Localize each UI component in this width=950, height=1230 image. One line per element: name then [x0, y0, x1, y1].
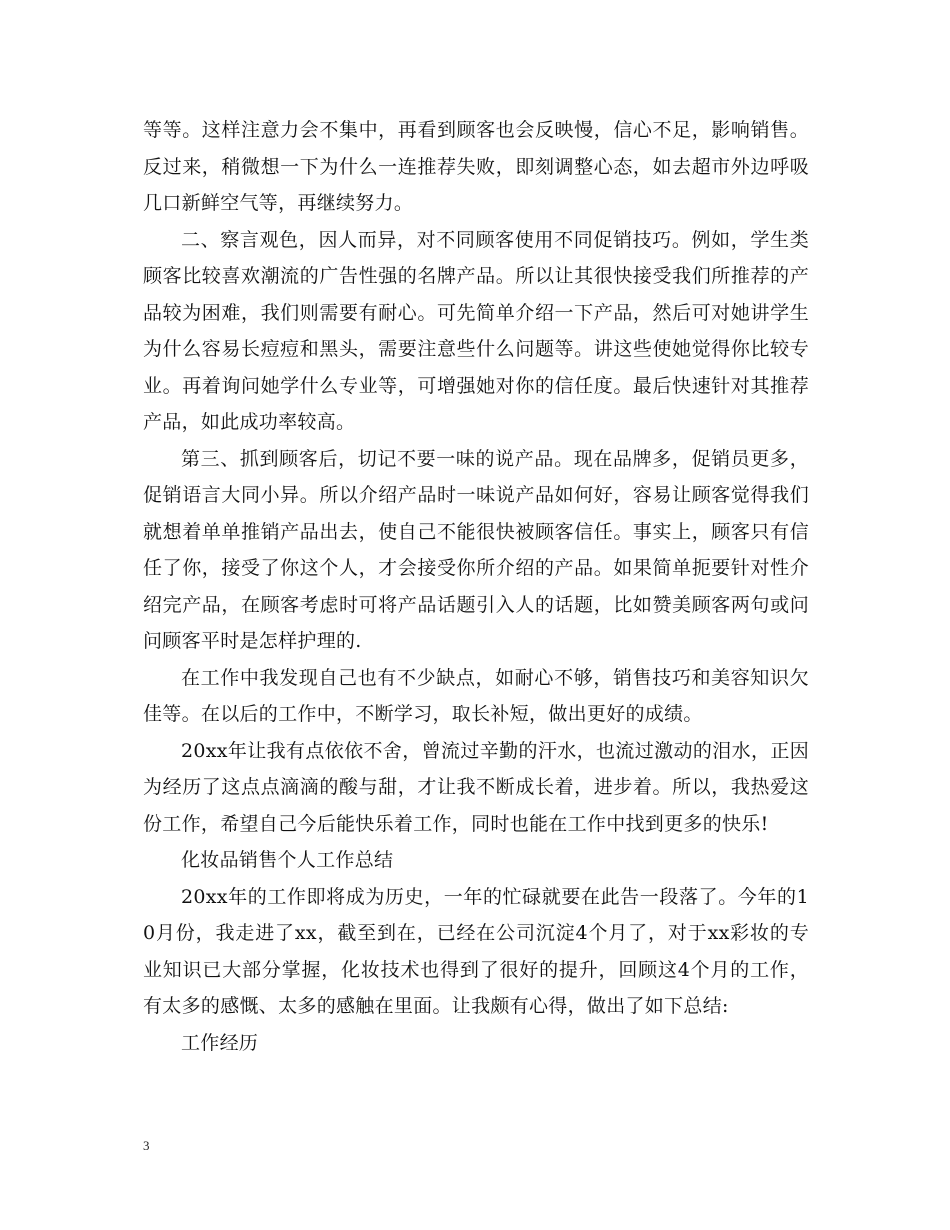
paragraph-third-point: 第三、抓到顾客后，切记不要一味的说产品。现在品牌多，促销员更多，促销语言大同小异。所以介绍产品时一味说产品如何好，容易让顾客觉得我们就想着单单推销产品出去，使自己不能很快被顾客信任。事实上，顾客只有信任了你，接受了你这个人，才会接受你所介绍的产品。如果简单扼要针对性介绍完产品，在顾客考虑时可将产品话题引入人的话题，比如赞美顾客两句或问问顾客平时是怎样护理的. — [143, 447, 809, 652]
document-body — [143, 112, 809, 1061]
section-heading-work-experience: 工作经历 — [181, 1031, 259, 1054]
paragraph-summary-intro: 20xx年的工作即将成为历史，一年的忙碌就要在此告一段落了。今年的10月份，我走进了xx，截至到在，已经在公司沉淀4个月了，对于xx彩妆的专业知识已大部分掌握，化妆技术也得到了很好的提升，回顾这4个月的工作，有太多的感慨、太多的感触在里面。让我颇有心得，做出了如下总结: — [143, 885, 809, 1017]
paragraph-observe-customers: 二、察言观色，因人而异，对不同顾客使用不同促销技巧。例如，学生类顾客比较喜欢潮流的广告性强的名牌产品。所以让其很快接受我们所推荐的产品较为困难，我们则需要有耐心。可先简单介绍一下产品，然后可对她讲学生为什么容易长痘痘和黑头，需要注意些什么问题等。讲这些使她觉得你比较专业。再着询问她学什么专业等，可增强她对你的信任度。最后快速针对其推荐产品，如此成功率较高。 — [143, 228, 809, 433]
paragraph-continuation: 等等。这样注意力会不集中，再看到顾客也会反映慢，信心不足，影响销售。反过来，稍微想一下为什么一连推荐失败，即刻调整心态，如去超市外边呼吸几口新鲜空气等，再继续努力。 — [143, 119, 809, 214]
section-heading-summary: 化妆品销售个人工作总结 — [181, 849, 394, 871]
page-number: 3 — [143, 1138, 150, 1153]
paragraph-shortcomings: 在工作中我发现自己也有不少缺点，如耐心不够，销售技巧和美容知识欠佳等。在以后的工作中，不断学习，取长补短，做出更好的成绩。 — [143, 666, 809, 725]
paragraph-year-reflection: 20xx年让我有点依依不舍，曾流过辛勤的汗水，也流过激动的泪水，正因为经历了这点点滴滴的酸与甜，才让我不断成长着，进步着。所以，我热爱这份工作，希望自己今后能快乐着工作，同时也能在工作中找到更多的快乐! — [143, 739, 809, 835]
